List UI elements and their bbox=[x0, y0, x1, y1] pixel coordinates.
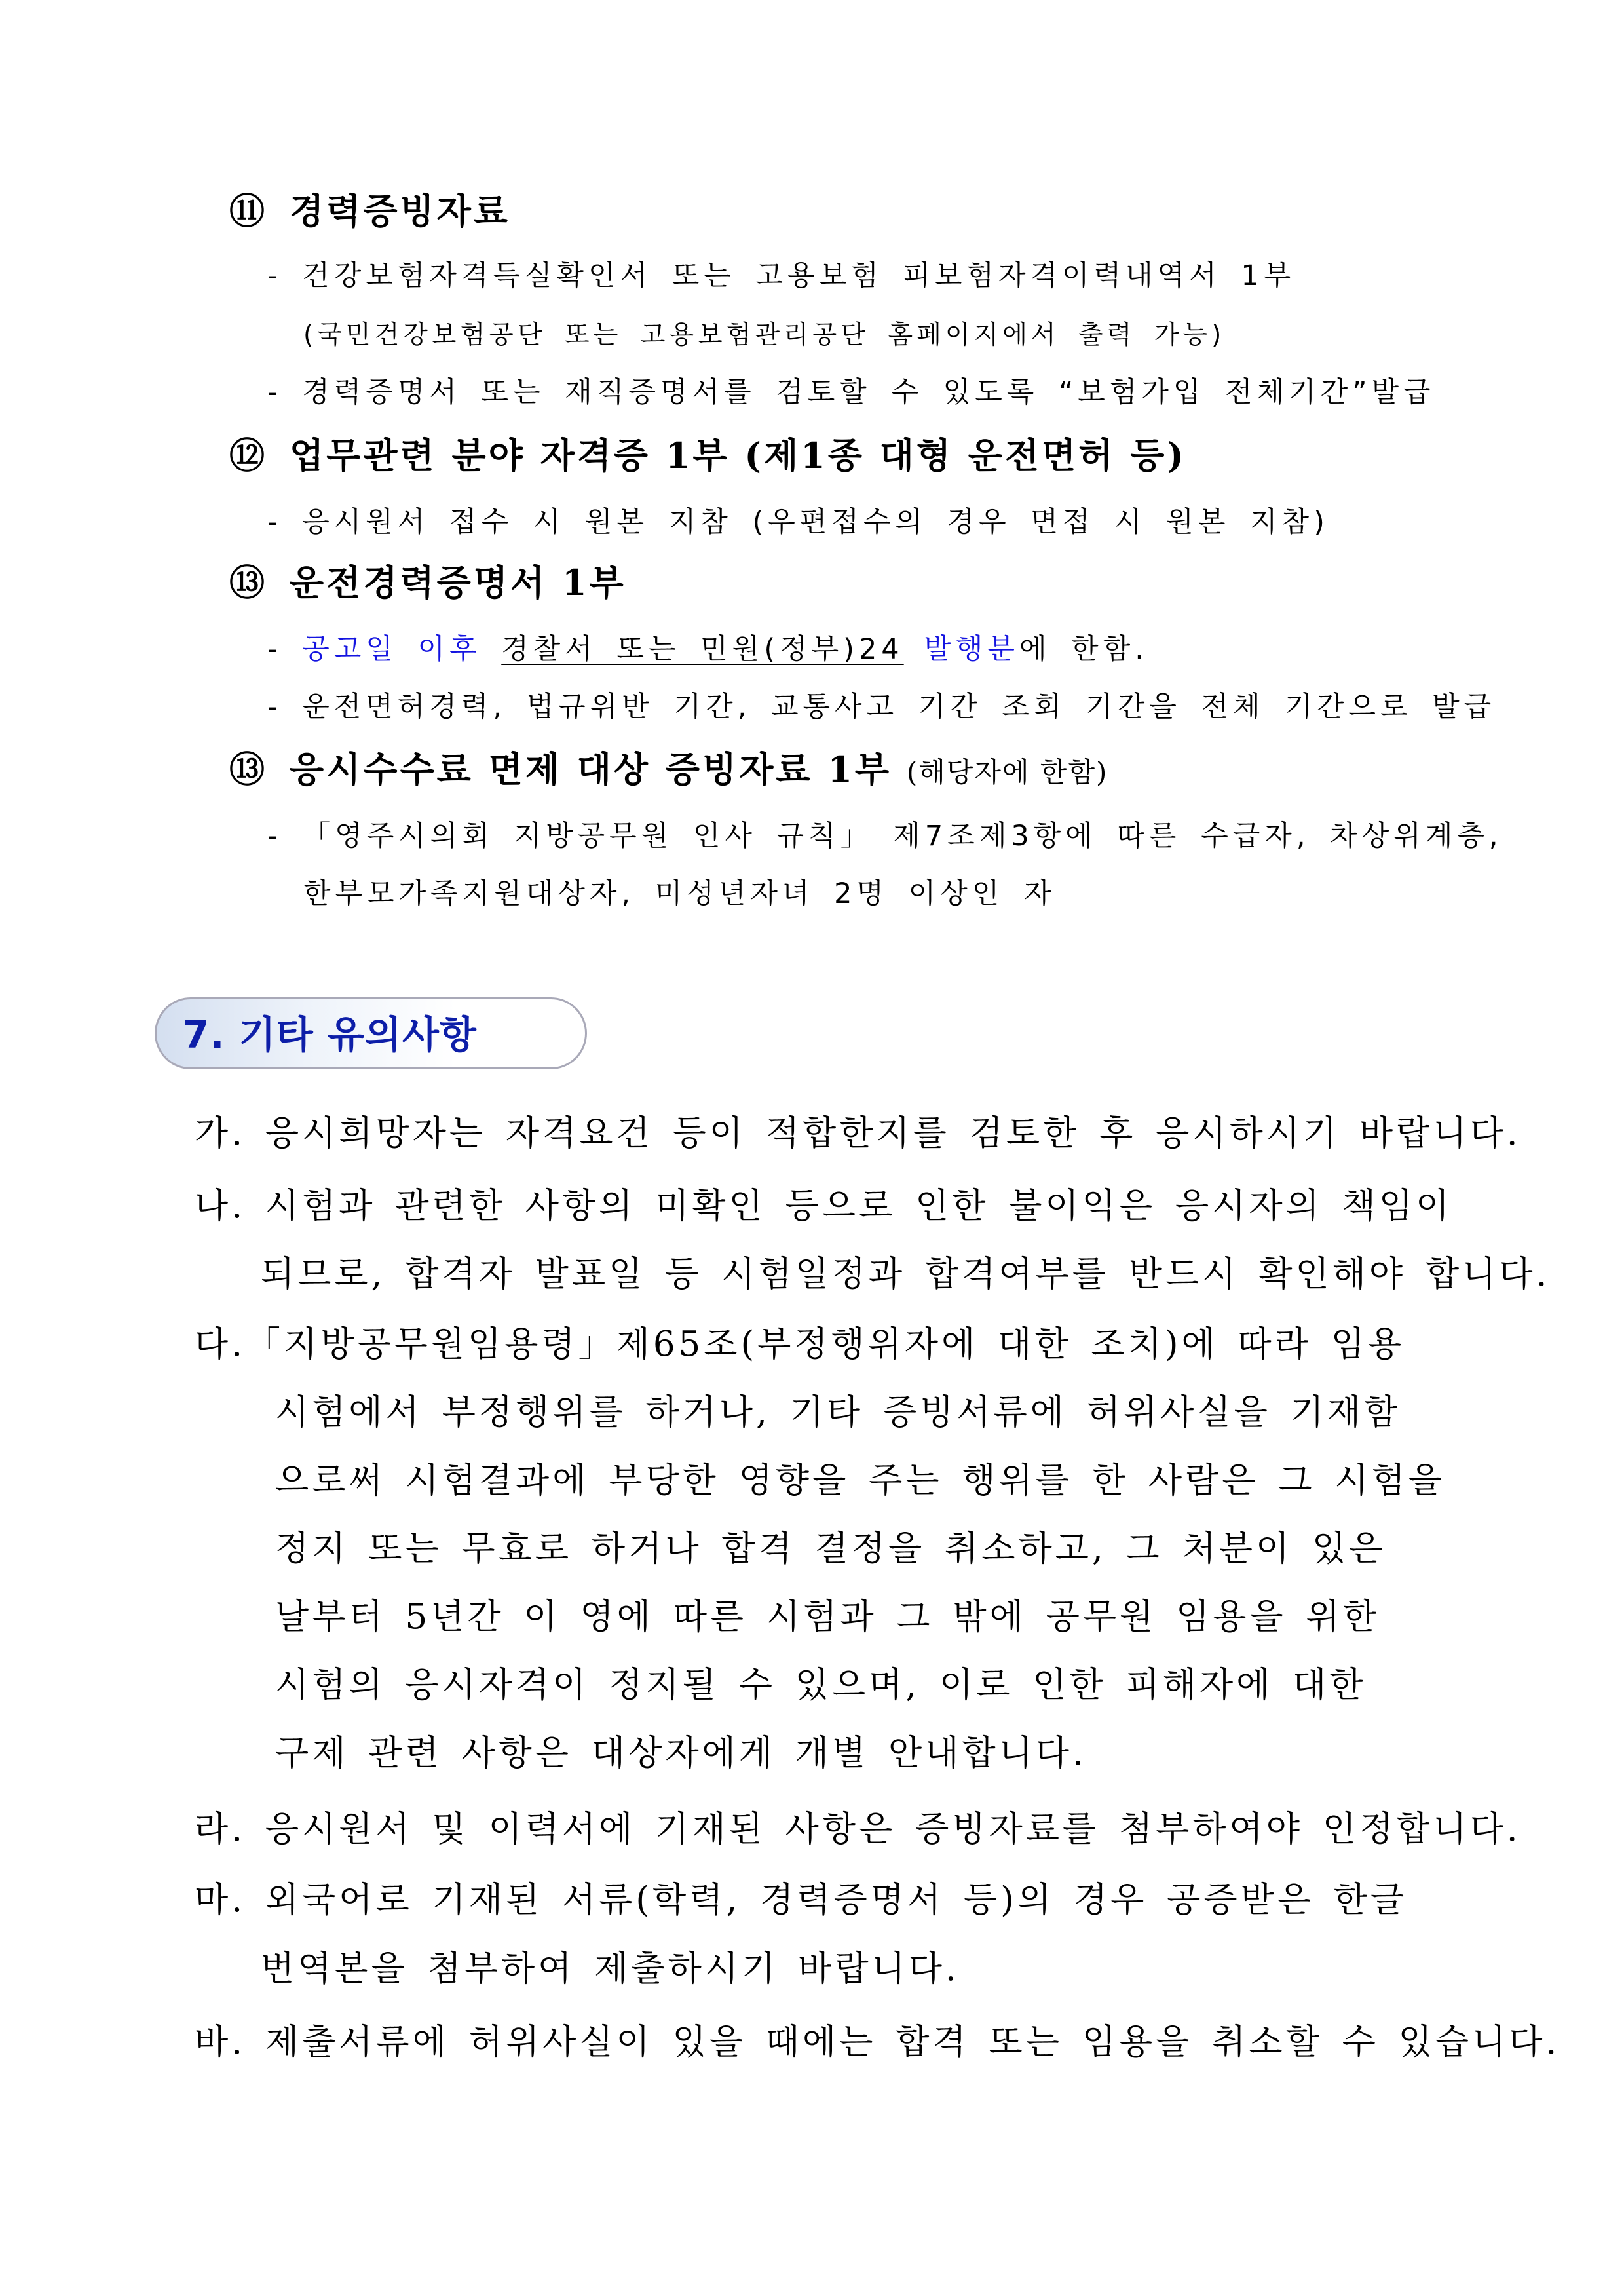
item-13-line-1: - 공고일 이후 경찰서 또는 민원(정부)24 발행분에 한함. bbox=[267, 633, 1148, 666]
para-da-line-4: 정지 또는 무효로 하거나 합격 결정을 취소하고, 그 처분이 있은 bbox=[275, 1529, 1386, 1569]
item-11-title: 경력증빙자료 bbox=[290, 190, 510, 232]
para-ma: 마. 외국어로 기재된 서류(학력, 경력증명서 등)의 경우 공증받은 한글 bbox=[195, 1880, 1408, 1920]
para-ra: 라. 응시원서 및 이력서에 기재된 사항은 증빙자료를 첨부하여야 인정합니다. bbox=[195, 1809, 1521, 1849]
para-da-line-5: 날부터 5년간 이 영에 따른 시험과 그 밖에 공무원 임용을 위한 bbox=[275, 1597, 1380, 1637]
item-12-title: 업무관련 분야 자격증 1부 (제1종 대형 운전면허 등) bbox=[290, 434, 1186, 476]
para-na: 나. 시험과 관련한 사항의 미확인 등으로 인한 불이익은 응시자의 책임이 bbox=[195, 1186, 1453, 1226]
item-14-line-2: 한부모가족지원대상자, 미성년자녀 2명 이상인 자 bbox=[303, 877, 1056, 910]
item-12-heading bbox=[229, 434, 1186, 476]
issued-highlight: 발행분 bbox=[924, 633, 1019, 666]
para-ba: 바. 제출서류에 허위사실이 있을 때에는 합격 또는 임용을 취소할 수 있습니다. bbox=[195, 2022, 1560, 2062]
item-13-line-2: - 운전면허경력, 법규위반 기간, 교통사고 기간 조회 기간을 전체 기간으로 발급 bbox=[267, 691, 1496, 723]
issuer-underlined: 경찰서 또는 민원(정부)24 bbox=[501, 633, 904, 666]
para-da: 다.「지방공무원임용령」제65조(부정행위자에 대한 조치)에 따라 임용 bbox=[195, 1324, 1405, 1364]
item-12-line-1: - 응시원서 접수 시 원본 지참 (우편접수의 경우 면접 시 원본 지참) bbox=[267, 506, 1329, 539]
item-11-line-2: (국민건강보험공단 또는 고용보험관리공단 홈페이지에서 출력 가능) bbox=[303, 320, 1226, 350]
item-12-number: ⑫ bbox=[229, 434, 267, 476]
para-ma-line-2: 번역본을 첨부하여 제출하시기 바랍니다. bbox=[261, 1949, 960, 1989]
item-11-line-1: - 건강보험자격득실확인서 또는 고용보험 피보험자격이력내역서 1부 bbox=[267, 259, 1296, 292]
para-ga: 가. 응시희망자는 자격요건 등이 적합한지를 검토한 후 응시하시기 바랍니다. bbox=[195, 1113, 1521, 1153]
item-14-title: 응시수수료 면제 대상 증빙자료 1부 bbox=[290, 748, 892, 790]
item-13-number: ⑬ bbox=[229, 562, 267, 603]
item-14-number: ⑬ bbox=[229, 748, 267, 790]
para-da-line-3: 으로써 시험결과에 부당한 영향을 주는 행위를 한 사람은 그 시험을 bbox=[275, 1461, 1445, 1501]
section-7-title: 7. 기타 유의사항 bbox=[183, 1012, 477, 1057]
item-13-title: 운전경력증명서 1부 bbox=[290, 562, 626, 603]
item-14-note: (해당자에 한함) bbox=[906, 756, 1108, 788]
item-14-line-1: - 「영주시의회 지방공무원 인사 규칙」 제7조제3항에 따른 수급자, 차상위계층, bbox=[267, 820, 1503, 852]
para-da-line-6: 시험의 응시자격이 정지될 수 있으며, 이로 인한 피해자에 대한 bbox=[275, 1665, 1367, 1705]
para-da-line-2: 시험에서 부정행위를 하거나, 기타 증빙서류에 허위사실을 기재함 bbox=[275, 1392, 1401, 1432]
item-13-heading bbox=[229, 562, 626, 603]
item-11-number: ⑪ bbox=[229, 190, 267, 232]
item-14-heading bbox=[229, 748, 1108, 790]
para-na-line-2: 되므로, 합격자 발표일 등 시험일정과 합격여부를 반드시 확인해야 합니다. bbox=[261, 1254, 1551, 1294]
item-11-line-3: - 경력증명서 또는 재직증명서를 검토할 수 있도록 “보험가입 전체기간”발급 bbox=[267, 376, 1435, 409]
para-da-line-7: 구제 관련 사항은 대상자에게 개별 안내합니다. bbox=[275, 1733, 1087, 1773]
section-7-title-box bbox=[155, 997, 587, 1069]
notice-date-highlight: 공고일 이후 bbox=[302, 633, 482, 666]
item-11-heading bbox=[229, 190, 510, 232]
